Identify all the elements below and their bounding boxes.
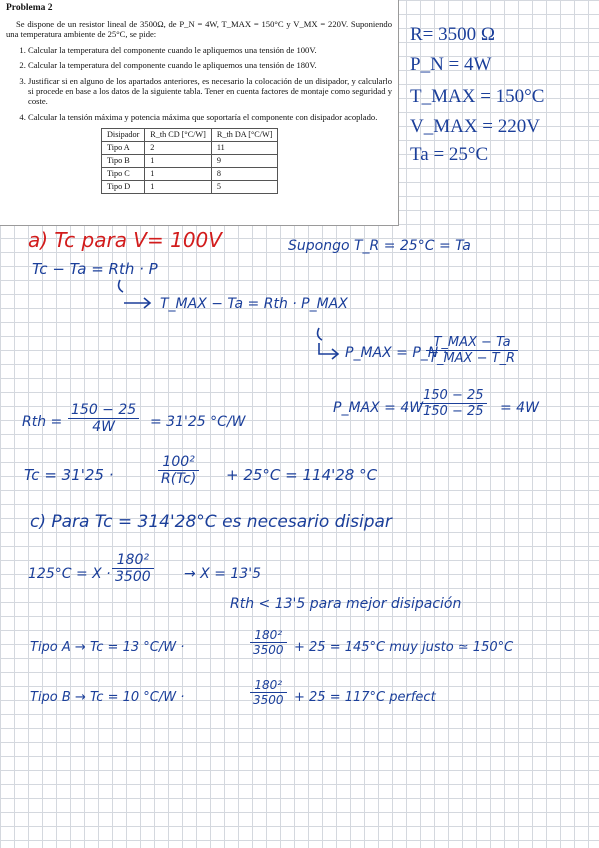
fraction-denominator: 3500 <box>250 642 287 657</box>
tipo-b-fraction <box>250 678 287 707</box>
table-cell: 8 <box>211 168 278 181</box>
given-max-temperature: T_MAX = 150°C <box>410 86 545 107</box>
table-cell: 2 <box>145 142 212 155</box>
table-cell: 1 <box>145 155 212 168</box>
tc-fraction <box>158 454 199 487</box>
question-item: 2. Calcular la temperatura del componente cuando le apliquemos una tensión de 180V. <box>28 60 392 70</box>
fraction-denominator: R(Tc) <box>158 470 199 487</box>
table-cell: 1 <box>145 168 212 181</box>
section-c-heading: c) Para Tc = 314'28°C es necesario disipar <box>30 512 392 532</box>
c-equation-fraction <box>112 552 154 585</box>
given-ambient-temperature: Ta = 25°C <box>410 144 489 165</box>
fraction-denominator: 3500 <box>250 692 287 707</box>
tc-result: + 25°C = 114'28 °C <box>226 466 378 484</box>
fraction-numerator: 180² <box>254 678 283 692</box>
given-nominal-power: P_N = 4W <box>410 54 492 75</box>
fraction-denominator: 150 − 25 <box>420 403 487 419</box>
table-cell: 11 <box>211 142 278 155</box>
fraction-numerator: 150 − 25 <box>423 388 484 403</box>
fraction-numerator: 180² <box>116 552 149 568</box>
given-resistance: R= 3500 Ω <box>410 24 496 45</box>
problem-intro: Se dispone de un resistor lineal de 3500Ω, de P_N = 4W, T_MAX = 150°C y V_MX = 220V. Suponiendo una temperatura ambiente de 25°C, se pide: <box>6 18 392 40</box>
fraction-numerator: T_MAX − Ta <box>433 335 511 350</box>
fraction-numerator: 180² <box>254 628 283 642</box>
section-a-heading: a) Tc para V= 100V <box>28 228 222 252</box>
column-header: R_th DA [°C/W] <box>211 129 278 142</box>
table-cell: Tipo B <box>102 155 145 168</box>
tipo-a-result: + 25 = 145°C muy justo ≃ 150°C <box>294 640 514 655</box>
tipo-a-fraction <box>250 628 287 657</box>
fraction-numerator: 100² <box>162 454 195 470</box>
table-cell: Tipo A <box>102 142 145 155</box>
problem-title: Problema 2 <box>6 3 53 13</box>
pmax-value-result: = 4W <box>500 400 539 416</box>
table-cell: Tipo C <box>102 168 145 181</box>
column-header: R_th CD [°C/W] <box>145 129 212 142</box>
question-item: 4. Calcular la tensión máxima y potencia máxima que soportaría el componente con disipador acoplado. <box>28 112 392 122</box>
rth-fraction <box>68 402 139 435</box>
pmax-value-lhs: P_MAX = 4W · <box>333 400 432 416</box>
table-cell: Tipo D <box>102 181 145 194</box>
c-equation-result: → X = 13'5 <box>184 566 261 582</box>
pmax-formula-lhs: P_MAX = P_N · <box>345 345 448 361</box>
rth-lhs: Rth = <box>22 414 63 430</box>
column-header: Disipador <box>102 129 145 142</box>
rth-result: = 31'25 °C/W <box>150 414 246 430</box>
fraction-denominator: 4W <box>68 418 139 435</box>
assumption-note: Supongo T_R = 25°C = Ta <box>288 238 471 254</box>
given-max-voltage: V_MAX = 220V <box>410 116 540 137</box>
c-equation-lhs: 125°C = X · <box>28 566 111 582</box>
equation-thermal-law: Tc − Ta = Rth · P <box>32 260 158 278</box>
tipo-a-lhs: Tipo A → Tc = 13 °C/W · <box>30 640 185 655</box>
table-cell: 5 <box>211 181 278 194</box>
tipo-b-lhs: Tipo B → Tc = 10 °C/W · <box>30 690 185 705</box>
table-cell: 1 <box>145 181 212 194</box>
tc-lhs: Tc = 31'25 · <box>24 466 114 484</box>
fraction-denominator: T_MAX − T_R <box>426 350 518 366</box>
fraction-denominator: 3500 <box>112 568 154 585</box>
c-condition: Rth < 13'5 para mejor disipación <box>230 596 462 612</box>
equation-max-power: T_MAX − Ta = Rth · P_MAX <box>160 296 348 312</box>
question-item: 3. Justificar si en alguno de los apartados anteriores, es necesario la colocación de un disipador, y calcularlo si procede en base a los datos de la siguiente tabla. Tener en cuenta factores de montaje como seguridad y coste. <box>28 76 392 107</box>
tipo-b-result: + 25 = 117°C perfect <box>294 690 436 705</box>
pmax-value-fraction <box>420 388 487 419</box>
fraction-numerator: 150 − 25 <box>71 402 137 418</box>
table-cell: 9 <box>211 155 278 168</box>
question-item: 1. Calcular la temperatura del componente cuando le apliquemos una tensión de 100V. <box>28 45 392 55</box>
pmax-formula-fraction <box>426 335 518 366</box>
